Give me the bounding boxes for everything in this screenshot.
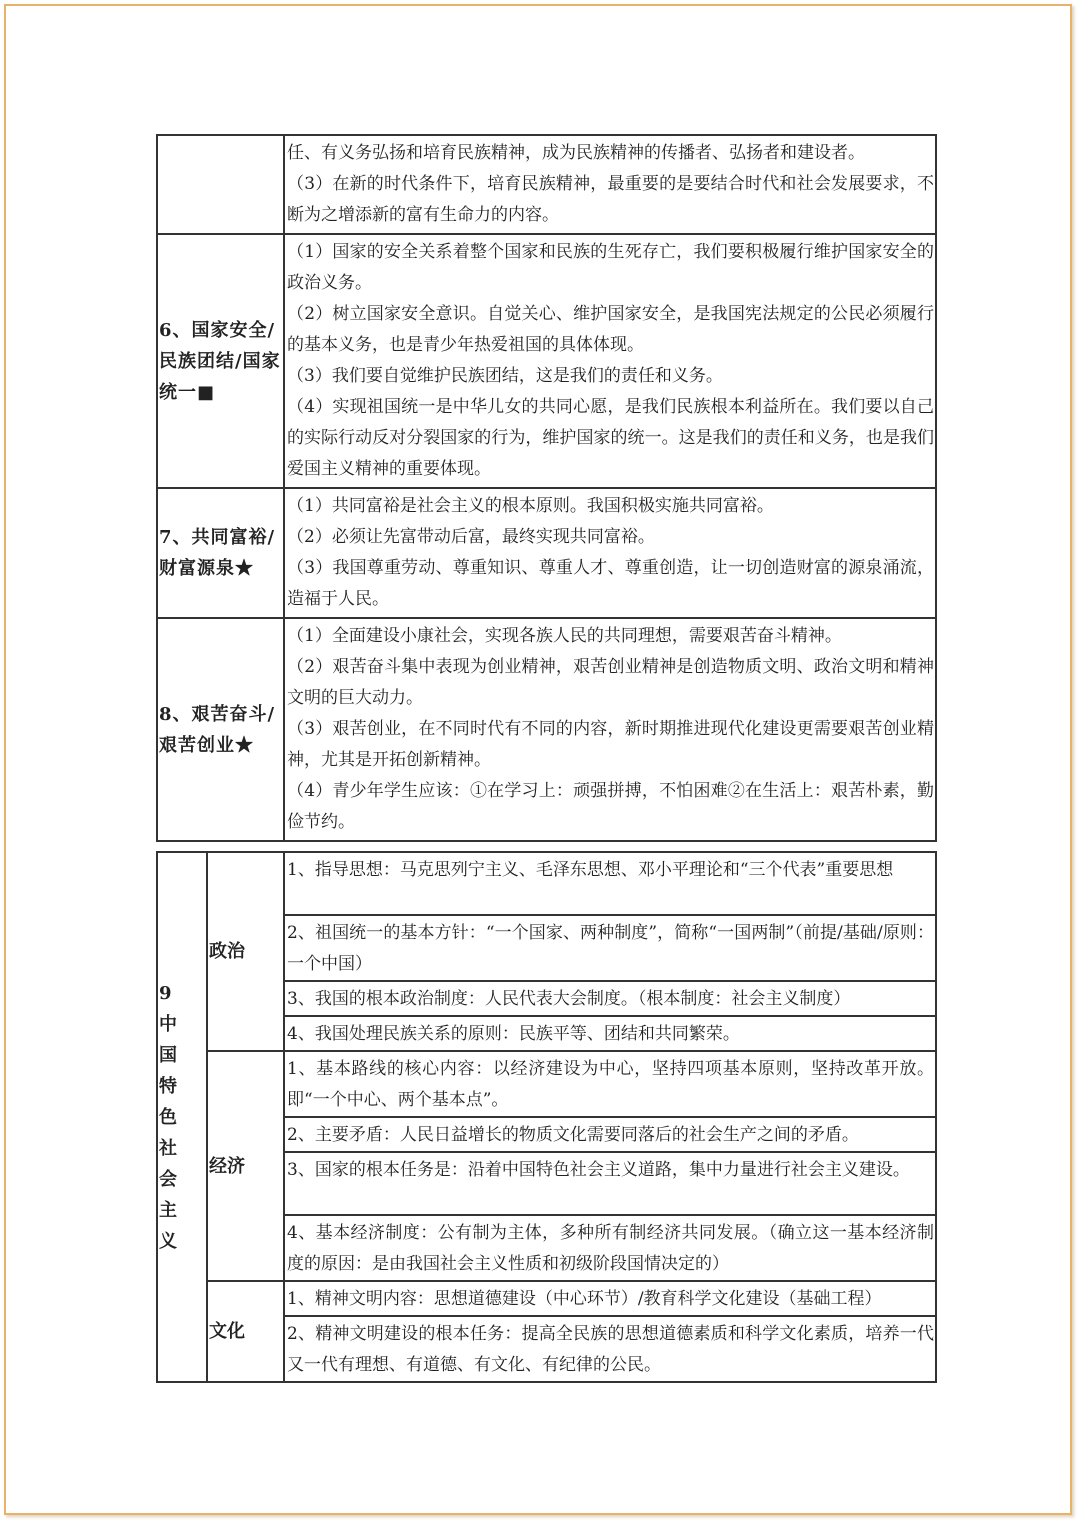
content-cell [284,618,936,841]
table-row [157,1051,936,1117]
list-item: 3、我国的根本政治制度：人民代表大会制度。（根本制度：社会主义制度） [284,981,936,1016]
content-line: （3）艰苦创业，在不同时代有不同的内容，新时期推进现代化建设更需要艰苦创业精神，尤其是开拓创新精神。 [287,719,934,770]
topic-char-line: 中 国 [159,1013,195,1066]
content-line: （2）树立国家安全意识。自觉关心、维护国家安全，是我国宪法规定的公民必须履行的基本义务，也是青少年热爱祖国的具体体现。 [287,304,934,355]
content-line: （4）实现祖国统一是中华儿女的共同心愿，是我们民族根本利益所在。我们要以自己的实际行动反对分裂国家的行为，维护国家的统一。这是我们的责任和义务，也是我们爱国主义精神的重要体现。 [287,397,934,479]
topic-cell [157,135,284,234]
content-line: （1）共同富裕是社会主义的根本原则。我国积极实施共同富裕。 [287,496,774,516]
table-row [157,852,936,915]
topic-number: 9 [159,982,190,1004]
table-row [157,488,936,618]
section-economy: 经济 [207,1051,284,1281]
section-politics: 政治 [207,852,284,1051]
content-cell [284,234,936,488]
list-item: 2、主要矛盾：人民日益增长的物质文化需要同落后的社会生产之间的矛盾。 [284,1117,936,1152]
list-item: 4、我国处理民族关系的原则：民族平等、团结和共同繁荣。 [284,1016,936,1051]
table-row [157,135,936,234]
topic-cell: 8、艰苦奋斗/艰苦创业★ [157,618,284,841]
content-line: （4）青少年学生应该：①在学习上：顽强拼搏，不怕困难②在生活上：艰苦朴素，勤俭节约。 [287,781,934,832]
topic-cell: 7、共同富裕/财富源泉★ [157,488,284,618]
content-cell [284,135,936,234]
topic-char-line: 特 色 [159,1075,195,1128]
content-line: （3）我国尊重劳动、尊重知识、尊重人才、尊重创造，让一切创造财富的源泉涌流，造福于人民。 [287,558,934,609]
section-culture: 文化 [207,1281,284,1382]
list-item: 2、祖国统一的基本方针：“一个国家、两种制度”，简称“一国两制”（前提/基础/原则：一个中国） [284,915,936,981]
content-line: （1）国家的安全关系着整个国家和民族的生死存亡，我们要积极履行维护国家安全的政治义务。 [287,242,934,293]
content-line: （3）在新的时代条件下，培育民族精神，最重要的是要结合时代和社会发展要求，不断为之增添新的富有生命力的内容。 [287,174,934,225]
list-item: 3、国家的根本任务是：沿着中国特色社会主义道路，集中力量进行社会主义建设。 [284,1152,936,1215]
content-line: （2）必须让先富带动后富，最终实现共同富裕。 [287,527,655,547]
knowledge-table-2 [156,851,937,1383]
content-line: 任、有义务弘扬和培育民族精神，成为民族精神的传播者、弘扬者和建设者。 [287,143,865,163]
table-row [157,618,936,841]
list-item: 1、基本路线的核心内容：以经济建设为中心，坚持四项基本原则，坚持改革开放。即“一个中心、两个基本点”。 [284,1051,936,1117]
content-cell [284,488,936,618]
content-line: （3）我们要自觉维护民族团结，这是我们的责任和义务。 [287,366,723,386]
knowledge-table-1 [156,134,937,842]
list-item: 2、精神文明建设的根本任务：提高全民族的思想道德素质和科学文化素质，培养一代又一代有理想、有道德、有文化、有纪律的公民。 [284,1316,936,1382]
table-row [157,1281,936,1316]
table-row [157,234,936,488]
topic-cell-9 [157,852,207,1382]
content-line: （1）全面建设小康社会，实现各族人民的共同理想，需要艰苦奋斗精神。 [287,626,842,646]
list-item: 1、指导思想：马克思列宁主义、毛泽东思想、邓小平理论和“三个代表”重要思想 [284,852,936,915]
list-item: 4、基本经济制度：公有制为主体，多种所有制经济共同发展。（确立这一基本经济制度的原因：是由我国社会主义性质和初级阶段国情决定的） [284,1215,936,1281]
topic-char-line: 主义 [159,1199,195,1252]
topic-char-line: 社 会 [159,1137,195,1190]
topic-cell: 6、国家安全/民族团结/国家统一■ [157,234,284,488]
content-line: （2）艰苦奋斗集中表现为创业精神，艰苦创业精神是创造物质文明、政治文明和精神文明的巨大动力。 [287,657,934,708]
list-item: 1、精神文明内容：思想道德建设（中心环节）/教育科学文化建设（基础工程） [284,1281,936,1316]
